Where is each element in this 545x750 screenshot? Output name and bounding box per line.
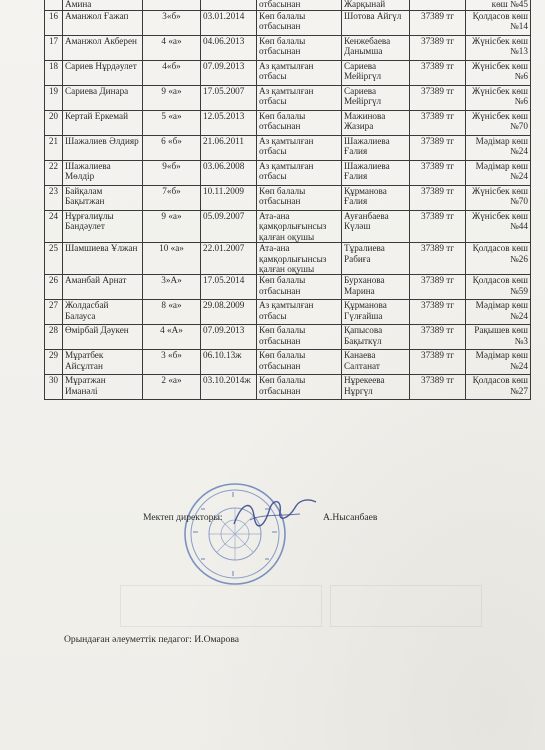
table-row xyxy=(45,111,531,136)
amount-cell: 37389 тг xyxy=(410,275,466,300)
grade-cell: 10 «а» xyxy=(143,243,201,275)
birth-date-cell: 10.11.2009 xyxy=(201,186,257,211)
director-role-label: Мектеп директоры: xyxy=(143,512,223,523)
director-signature-icon xyxy=(230,494,320,534)
student-name-cell: Амина xyxy=(63,0,143,11)
amount-cell: 37389 тг xyxy=(410,161,466,186)
amount-cell: 37389 тг xyxy=(410,375,466,400)
parent-name-cell: Құрманова Гүлғайша xyxy=(342,300,410,325)
table-row xyxy=(45,300,531,325)
grade-cell: 7«б» xyxy=(143,186,201,211)
family-status-cell: Көп балалы отбасынан xyxy=(257,325,342,350)
parent-name-cell: Канаева Салтанат xyxy=(342,350,410,375)
row-number-cell: 30 xyxy=(45,375,63,400)
grade-cell: 4 «а» xyxy=(143,36,201,61)
address-cell: көш №45 xyxy=(466,0,531,11)
parent-name-cell: Тұралиева Рабиға xyxy=(342,243,410,275)
birth-date-cell: 03.10.2014ж xyxy=(201,375,257,400)
prepared-by-line: Орындаған әлеуметтік педагог: И.Омарова xyxy=(64,634,240,645)
birth-date-cell: 17.05.2014 xyxy=(201,275,257,300)
amount-cell: 37389 тг xyxy=(410,11,466,36)
student-name-cell: Өмірбай Дәукен xyxy=(63,325,143,350)
row-number-cell: 26 xyxy=(45,275,63,300)
amount-cell: 37389 тг xyxy=(410,325,466,350)
table-row xyxy=(45,350,531,375)
family-status-cell: Көп балалы отбасынан xyxy=(257,275,342,300)
family-status-cell: Ата-ана қамқорлығынсыз қалған оқушы xyxy=(257,243,342,275)
table-row xyxy=(45,375,531,400)
table-row xyxy=(45,186,531,211)
student-name-cell: Мұратжан Иманәлі xyxy=(63,375,143,400)
birth-date-cell: 04.06.2013 xyxy=(201,36,257,61)
student-name-cell: Шажалиев Әлдияр xyxy=(63,136,143,161)
table-row xyxy=(45,136,531,161)
parent-name-cell: Сариева Мейіргүл xyxy=(342,86,410,111)
family-status-cell: Көп балалы отбасынан xyxy=(257,111,342,136)
family-status-cell: Көп балалы отбасынан xyxy=(257,375,342,400)
row-number-cell: 22 xyxy=(45,161,63,186)
address-cell: Рақышев көш №3 xyxy=(466,325,531,350)
address-cell: Жүнісбек көш №70 xyxy=(466,186,531,211)
amount-cell: 37389 тг xyxy=(410,211,466,243)
family-status-cell: Аз қамтылған отбасы xyxy=(257,161,342,186)
family-status-cell: Ата-ана қамқорлығынсыз қалған оқушы xyxy=(257,211,342,243)
parent-name-cell: Шотова Айгүл xyxy=(342,11,410,36)
grade-cell: 4 «А» xyxy=(143,325,201,350)
parent-name-cell: Құрманова Ғалия xyxy=(342,186,410,211)
grade-cell: 9«б» xyxy=(143,161,201,186)
amount-cell: 37389 тг xyxy=(410,350,466,375)
table-row xyxy=(45,86,531,111)
amount-cell: 37389 тг xyxy=(410,136,466,161)
parent-name-cell: Жарқынай xyxy=(342,0,410,11)
amount-cell: 37389 тг xyxy=(410,111,466,136)
family-status-cell: Көп балалы отбасынан xyxy=(257,186,342,211)
table-row xyxy=(45,243,531,275)
grade-cell xyxy=(143,0,201,11)
address-cell: Қолдасов көш №59 xyxy=(466,275,531,300)
row-number-cell: 21 xyxy=(45,136,63,161)
birth-date-cell: 07.09.2013 xyxy=(201,61,257,86)
address-cell: Мәдімар көш №24 xyxy=(466,136,531,161)
student-name-cell: Байқалам Бақытжан xyxy=(63,186,143,211)
table-row xyxy=(45,11,531,36)
director-name: А.Нысанбаев xyxy=(323,512,378,523)
grade-cell: 5 «а» xyxy=(143,111,201,136)
birth-date-cell: 05.09.2007 xyxy=(201,211,257,243)
amount-cell: 37389 тг xyxy=(410,243,466,275)
amount-cell: 37389 тг xyxy=(410,36,466,61)
amount-cell: 37389 тг xyxy=(410,186,466,211)
parent-name-cell: Мажинова Жазира xyxy=(342,111,410,136)
row-number-cell: 18 xyxy=(45,61,63,86)
grade-cell: 4«б» xyxy=(143,61,201,86)
family-status-cell: отбасынан xyxy=(257,0,342,11)
parent-name-cell: Сариева Мейіргүл xyxy=(342,61,410,86)
grade-cell: 9 «а» xyxy=(143,86,201,111)
address-cell: Жүнісбек көш №13 xyxy=(466,36,531,61)
amount-cell: 37389 тг xyxy=(410,86,466,111)
student-name-cell: Аманбай Арнат xyxy=(63,275,143,300)
row-number-cell: 24 xyxy=(45,211,63,243)
student-name-cell: Аманжол Акберен xyxy=(63,36,143,61)
address-cell: Жүнісбек көш №70 xyxy=(466,111,531,136)
address-cell: Мәдімар көш №24 xyxy=(466,300,531,325)
row-number-cell xyxy=(45,0,63,11)
student-name-cell: Сариев Нұрдәулет xyxy=(63,61,143,86)
row-number-cell: 29 xyxy=(45,350,63,375)
family-status-cell: Аз қамтылған отбасы xyxy=(257,61,342,86)
student-name-cell: Кертай Еркемай xyxy=(63,111,143,136)
table-row xyxy=(45,0,531,11)
bleed-through-mark xyxy=(120,585,322,627)
row-number-cell: 23 xyxy=(45,186,63,211)
row-number-cell: 17 xyxy=(45,36,63,61)
birth-date-cell: 12.05.2013 xyxy=(201,111,257,136)
row-number-cell: 16 xyxy=(45,11,63,36)
student-name-cell: Мұратбек Айсұлтан xyxy=(63,350,143,375)
row-number-cell: 19 xyxy=(45,86,63,111)
birth-date-cell: 21.06.2011 xyxy=(201,136,257,161)
parent-name-cell: Қапысова Бақыткүл xyxy=(342,325,410,350)
grade-cell: 3 «б» xyxy=(143,350,201,375)
table-row xyxy=(45,211,531,243)
grade-cell: 2 «а» xyxy=(143,375,201,400)
parent-name-cell: Нұрекеева Нұргүл xyxy=(342,375,410,400)
address-cell: Жүнісбек көш №6 xyxy=(466,61,531,86)
amount-cell xyxy=(410,0,466,11)
address-cell: Мәдімар көш №24 xyxy=(466,161,531,186)
student-name-cell: Шамшиева Ұлжан xyxy=(63,243,143,275)
table-row xyxy=(45,61,531,86)
table-row xyxy=(45,161,531,186)
family-status-cell: Аз қамтылған отбасы xyxy=(257,86,342,111)
address-cell: Мәдімар көш №24 xyxy=(466,350,531,375)
student-name-cell: Нұрғалиұлы Бандәулет xyxy=(63,211,143,243)
grade-cell: 3»А» xyxy=(143,275,201,300)
family-status-cell: Көп балалы отбасынан xyxy=(257,350,342,375)
grade-cell: 8 «а» xyxy=(143,300,201,325)
birth-date-cell: 03.01.2014 xyxy=(201,11,257,36)
family-status-cell: Көп балалы отбасынан xyxy=(257,36,342,61)
amount-cell: 37389 тг xyxy=(410,61,466,86)
student-name-cell: Аманжол Ғажап xyxy=(63,11,143,36)
table-row xyxy=(45,36,531,61)
family-status-cell: Аз қамтылған отбасы xyxy=(257,136,342,161)
bleed-through-mark xyxy=(330,585,482,627)
grade-cell: 3«б» xyxy=(143,11,201,36)
family-status-cell: Көп балалы отбасынан xyxy=(257,11,342,36)
student-name-cell: Шажалиева Мөлдір xyxy=(63,161,143,186)
table-row xyxy=(45,275,531,300)
grade-cell: 9 «а» xyxy=(143,211,201,243)
address-cell: Қолдасов көш №14 xyxy=(466,11,531,36)
row-number-cell: 27 xyxy=(45,300,63,325)
table-row xyxy=(45,325,531,350)
grade-cell: 6 «б» xyxy=(143,136,201,161)
family-status-cell: Аз қамтылған отбасы xyxy=(257,300,342,325)
address-cell: Қолдасов көш №26 xyxy=(466,243,531,275)
address-cell: Жүнісбек көш №44 xyxy=(466,211,531,243)
parent-name-cell: Бурханова Марина xyxy=(342,275,410,300)
student-table-body xyxy=(45,0,531,400)
student-name-cell: Сариева Динара xyxy=(63,86,143,111)
birth-date-cell: 07.09.2013 xyxy=(201,325,257,350)
parent-name-cell: Ауғанбаева Күләш xyxy=(342,211,410,243)
birth-date-cell xyxy=(201,0,257,11)
student-name-cell: Жолдасбай Балауса xyxy=(63,300,143,325)
row-number-cell: 25 xyxy=(45,243,63,275)
row-number-cell: 28 xyxy=(45,325,63,350)
parent-name-cell: Шажалиева Ғалия xyxy=(342,161,410,186)
birth-date-cell: 06.10.13ж xyxy=(201,350,257,375)
birth-date-cell: 03.06.2008 xyxy=(201,161,257,186)
amount-cell: 37389 тг xyxy=(410,300,466,325)
parent-name-cell: Шажалиева Ғалия xyxy=(342,136,410,161)
birth-date-cell: 29.08.2009 xyxy=(201,300,257,325)
parent-name-cell: Кенжебаева Данымша xyxy=(342,36,410,61)
birth-date-cell: 22.01.2007 xyxy=(201,243,257,275)
address-cell: Қолдасов көш №27 xyxy=(466,375,531,400)
address-cell: Жүнісбек көш №6 xyxy=(466,86,531,111)
row-number-cell: 20 xyxy=(45,111,63,136)
birth-date-cell: 17.05.2007 xyxy=(201,86,257,111)
student-table xyxy=(44,0,531,400)
